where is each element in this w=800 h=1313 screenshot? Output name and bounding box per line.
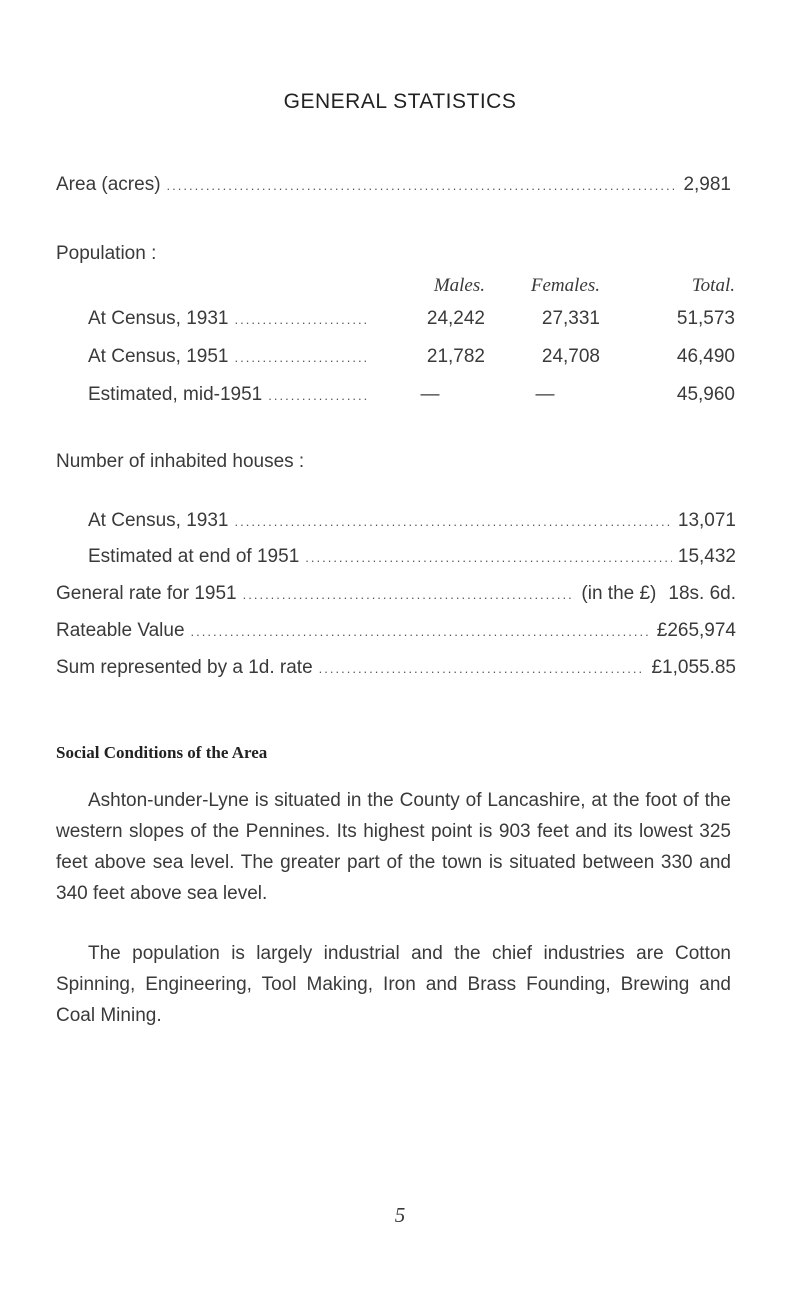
general-rate-value: 18s. 6d.: [668, 583, 736, 604]
population-females-value: —: [535, 384, 555, 405]
leader-dots: [234, 514, 671, 529]
population-row: [88, 384, 375, 408]
leader-dots: [268, 388, 369, 403]
leader-dots: [319, 661, 646, 676]
page-number: 5: [394, 1203, 406, 1227]
population-total-value: 51,573: [676, 308, 735, 329]
population-males-value: 24,242: [426, 308, 485, 329]
houses-census-row: [88, 510, 736, 534]
paragraph-text: The population is largely industrial and the chief industries are Cotton Spinning, Engineering, Tool Making, Iron and Brass Founding, Brewing and Coal Mining.: [56, 943, 731, 1026]
houses-estimated-label: Estimated at end of 1951: [88, 546, 300, 567]
population-females-value: 24,708: [541, 346, 600, 367]
paragraph: [56, 785, 731, 909]
population-males-value: 21,782: [426, 346, 485, 367]
houses-census-label: At Census, 1931: [88, 510, 229, 531]
population-total-value: 45,960: [676, 384, 735, 405]
paragraph-text: Ashton-under-Lyne is situated in the County of Lancashire, at the foot of the western slopes of the Pennines. Its highest point is 903 feet and its lowest 325 feet above sea level. The greater part of the town is situated between 330 and 340 feet above sea level.: [56, 790, 731, 904]
population-row: [88, 346, 375, 370]
population-row-label: Estimated, mid-1951: [88, 384, 263, 405]
population-total-value: 46,490: [676, 346, 735, 367]
leader-dots: [167, 178, 678, 193]
total-column-header: Total.: [691, 275, 735, 296]
houses-census-value: 13,071: [677, 510, 736, 531]
leader-dots: [234, 312, 369, 327]
population-row-label: At Census, 1951: [88, 346, 229, 367]
penny-rate-label: Sum represented by a 1d. rate: [56, 657, 313, 678]
population-row: [88, 308, 375, 332]
general-rate-label: General rate for 1951: [56, 583, 237, 604]
houses-heading: Number of inhabited houses :: [56, 451, 305, 472]
rateable-value-value: £265,974: [656, 620, 736, 641]
rateable-value-row: [56, 620, 736, 644]
population-females-value: 27,331: [541, 308, 600, 329]
area-label: Area (acres): [56, 174, 161, 195]
houses-estimated-row: [88, 546, 736, 570]
females-column-header: Females.: [530, 275, 600, 296]
page-title: GENERAL STATISTICS: [283, 90, 517, 113]
section-title: Social Conditions of the Area: [56, 743, 268, 762]
leader-dots: [305, 550, 672, 565]
leader-dots: [234, 350, 369, 365]
paragraph: [56, 938, 731, 1031]
males-column-header: Males.: [433, 275, 485, 296]
area-value: 2,981: [683, 174, 731, 195]
general-rate-row: [56, 583, 736, 607]
rateable-value-label: Rateable Value: [56, 620, 185, 641]
houses-estimated-value: 15,432: [677, 546, 736, 567]
penny-rate-value: £1,055.85: [651, 657, 736, 678]
population-males-value: —: [420, 384, 440, 405]
area-row: [56, 174, 731, 198]
population-heading: Population :: [56, 243, 157, 264]
leader-dots: [191, 624, 651, 639]
general-rate-note: (in the £): [581, 583, 657, 604]
penny-rate-row: [56, 657, 736, 681]
leader-dots: [243, 587, 576, 602]
population-row-label: At Census, 1931: [88, 308, 229, 329]
